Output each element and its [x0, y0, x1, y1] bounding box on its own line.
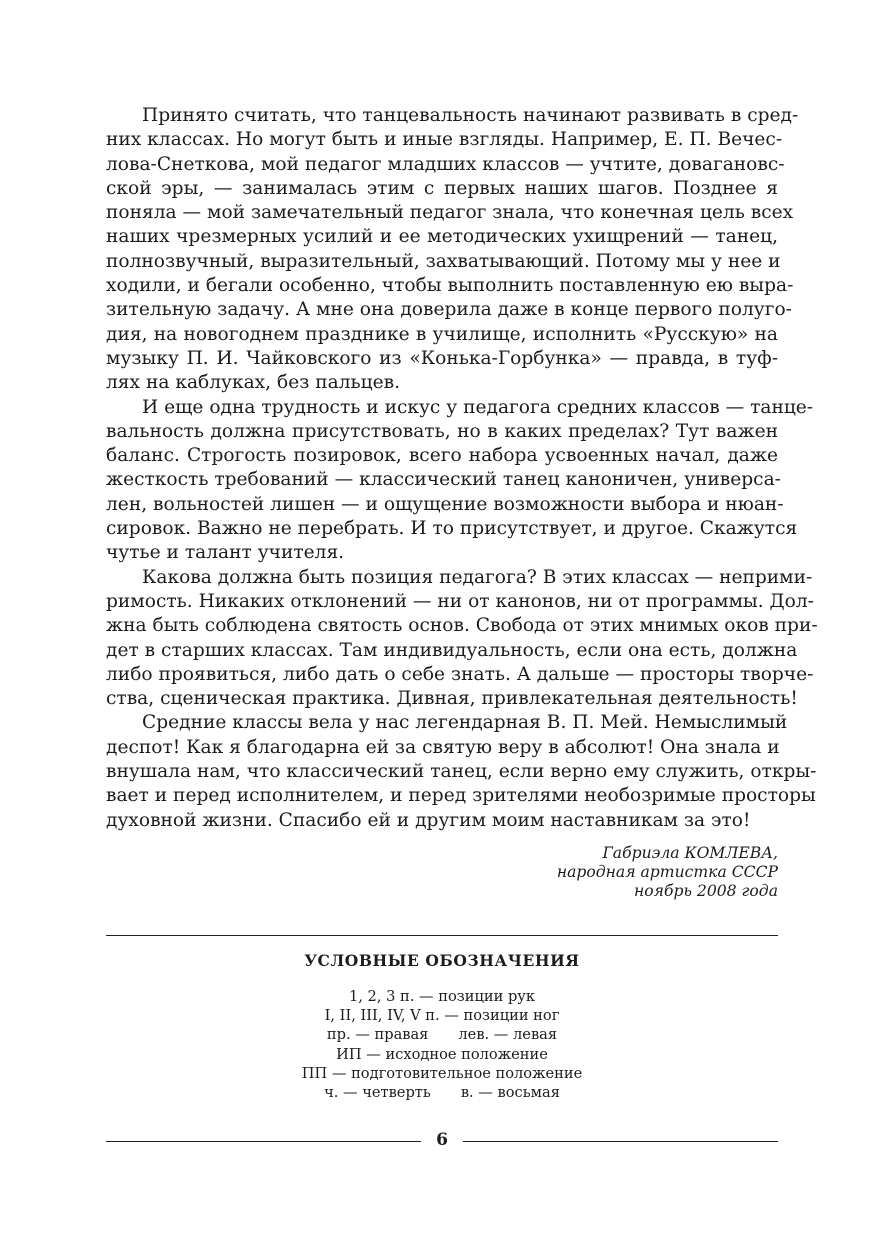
text-line: Средние классы вела у нас легендарная В. П. Мей. Немыслимый	[142, 712, 788, 734]
legend-row	[106, 1045, 778, 1064]
text-line: лова-Снеткова, мой педагог младших классов — учтите, довагановс-	[106, 153, 785, 175]
text-line: лях на каблуках, без пальцев.	[106, 372, 400, 394]
paragraph	[106, 396, 814, 566]
text-line: лен, вольностей лишен — и ощущение возможности выбора и нюан-	[106, 493, 784, 515]
signature-date: ноябрь 2008 года	[633, 882, 778, 900]
paragraph	[106, 566, 818, 712]
text-line: них классах. Но могут быть и иные взгляды. Например, Е. П. Вечес-	[106, 129, 783, 151]
page-number: 6	[436, 1130, 448, 1150]
text-line: музыку П. И. Чайковского из «Конька-Горбунка» — правда, в туф-	[106, 347, 778, 369]
text-line: ства, сценическая практика. Дивная, привлекательная деятельность!	[106, 688, 798, 710]
legend-item: в. — восьмая	[460, 1084, 560, 1102]
legend-row	[106, 1006, 778, 1025]
text-line: сировок. Важно не перебрать. И то присутствует, и другое. Скажутся	[106, 518, 798, 540]
text-line: деспот! Как я благодарна ей за святую веру в абсолют! Она знала и	[106, 736, 780, 758]
paragraph	[106, 711, 817, 832]
legend-item: ч. — четверть	[324, 1084, 431, 1102]
text-line: наших чрезмерных усилий и ее методических ухищрений — танец,	[106, 226, 778, 248]
text-line: поняла — мой замечательный педагог знала, что конечная цель всех	[106, 202, 794, 224]
text-line: римость. Никаких отклонений — ни от канонов, ни от программы. Дол-	[106, 590, 814, 612]
legend-item: ПП — подготовительное положение	[301, 1064, 583, 1082]
text-line: вает и перед исполнителем, и перед зрителями необозримые просторы	[106, 785, 816, 807]
legend-row	[106, 1083, 778, 1102]
signature-name: Габриэла КОМЛЕВА,	[602, 844, 778, 862]
text-line: ходили, и бегали особенно, чтобы выполнить поставленную ею выра-	[106, 275, 794, 297]
text-line: жна быть соблюдена святость основ. Свобода от этих мнимых оков при-	[106, 615, 818, 637]
footer-rule-left	[106, 1141, 421, 1142]
text-line: чутье и талант учителя.	[106, 542, 345, 564]
signature-title: народная артистка СССР	[556, 863, 778, 881]
text-line: ской эры, — занималась этим с первых наших шагов. Позднее я	[106, 177, 778, 199]
signature	[557, 844, 778, 901]
text-line: И еще одна трудность и искус у педагога средних классов — танце-	[142, 396, 814, 418]
text-line: Принято считать, что танцевальность начинают развивать в сред-	[142, 105, 799, 126]
text-line: вальность должна присутствовать, но в каких пределах? Тут важен	[106, 420, 778, 442]
paragraph	[106, 104, 799, 396]
text-line: духовной жизни. Спасибо ей и другим моим наставникам за это!	[106, 809, 751, 831]
text-line: дия, на новогоднем празднике в училище, исполнить «Русскую» на	[106, 323, 778, 345]
legend-item: ИП — исходное положение	[336, 1045, 548, 1063]
text-line: дет в старших классах. Там индивидуальность, если она есть, должна	[106, 639, 798, 661]
legend-item: лев. — левая	[458, 1026, 558, 1044]
footer-rule-right	[463, 1141, 778, 1142]
text-line: жесткость требований — классический танец каноничен, универса-	[106, 469, 781, 491]
legend-title: УСЛОВНЫЕ ОБОЗНАЧЕНИЯ	[304, 951, 580, 970]
legend-row	[106, 1025, 778, 1044]
text-line: полнозвучный, выразительный, захватывающий. Потому мы у нее и	[106, 250, 781, 272]
text-line: либо проявиться, либо дать о себе знать. А дальше — просторы творче-	[106, 663, 814, 685]
text-line: Какова должна быть позиция педагога? В этих классах — неприми-	[142, 566, 813, 588]
legend-item: I, II, III, IV, V п. — позиции ног	[324, 1007, 560, 1025]
main-text	[106, 104, 818, 833]
legend-item: пр. — правая	[326, 1026, 429, 1044]
legend-row	[106, 1064, 778, 1083]
legend-item: 1, 2, 3 п. — позиции рук	[348, 988, 535, 1005]
legend-row	[106, 987, 778, 1006]
section-divider	[106, 935, 778, 936]
text-line: зительную задачу. А мне она доверила даже в конце первого полуго-	[106, 299, 792, 321]
legend-list	[106, 987, 778, 1102]
text-line: внушала нам, что классический танец, если верно ему служить, откры-	[106, 761, 817, 783]
text-line: баланс. Строгость позировок, всего набора усвоенных начал, даже	[106, 445, 778, 467]
